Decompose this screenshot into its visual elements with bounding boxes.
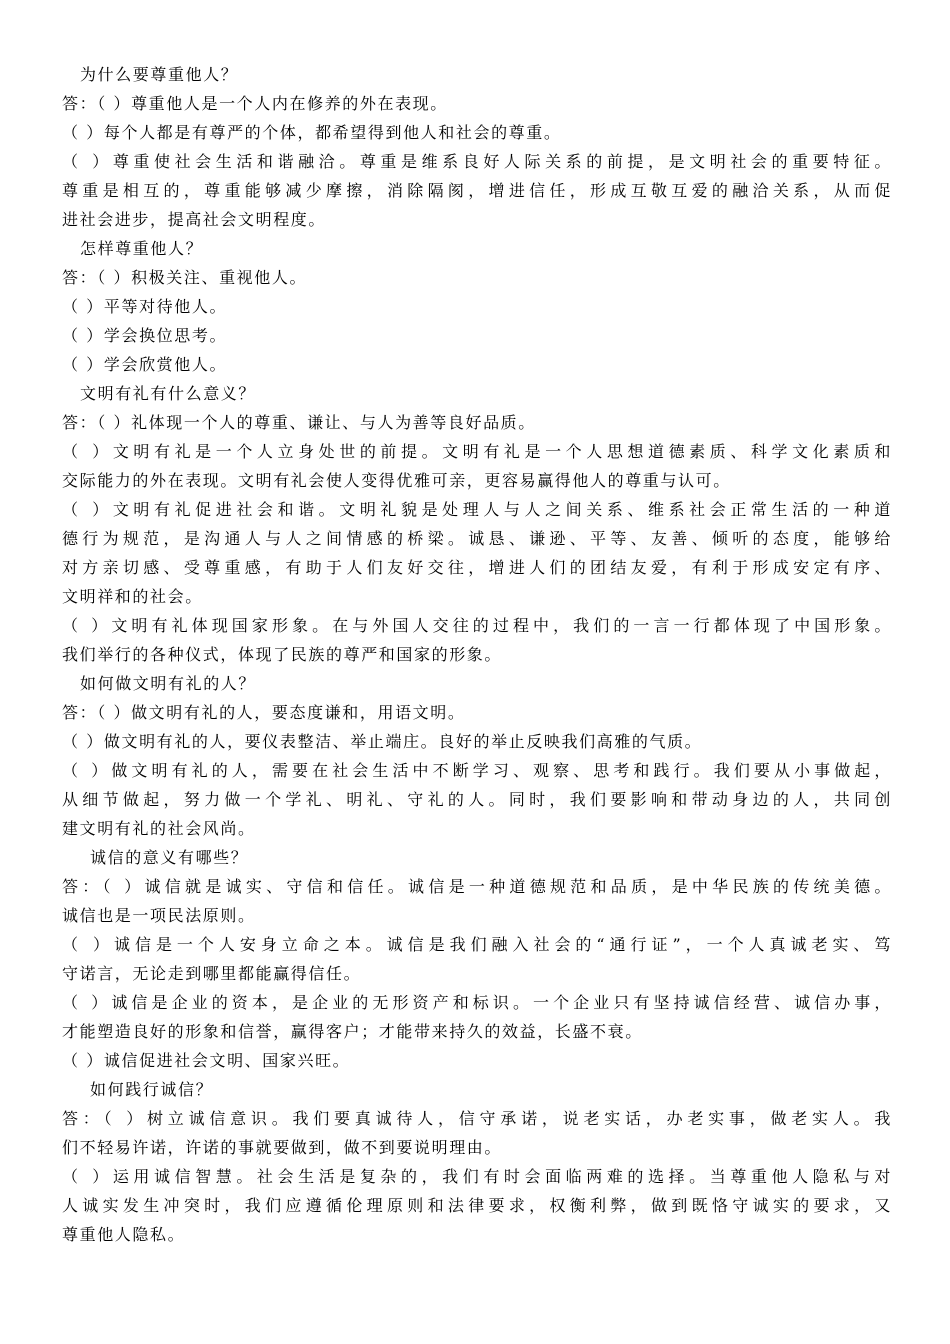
answer-line: （ ）平等对待他人。 bbox=[62, 297, 228, 316]
answer-line: （ ）做文明有礼的人，要仪表整洁、举止端庄。良好的举止反映我们高雅的气质。 bbox=[62, 732, 703, 751]
question-heading: 怎样尊重他人？ bbox=[80, 239, 204, 258]
answer-line: 们不轻易许诺，许诺的事就要做到，做不到要说明理由。 bbox=[62, 1138, 503, 1157]
question-heading: 文明有礼有什么意义？ bbox=[80, 384, 257, 403]
answer-line: （ ）文明有礼是一个人立身处世的前提。文明有礼是一个人思想道德素质、科学文化素质和 bbox=[62, 442, 892, 461]
answer-line: 尊重是相互的，尊重能够减少摩擦，消除隔阂，增进信任，形成互敬互爱的融洽关系，从而促 bbox=[62, 181, 892, 200]
answer-line: （ ）文明有礼促进社会和谐。文明礼貌是处理人与人之间关系、维系社会正常生活的一种道 bbox=[62, 500, 892, 519]
question-heading: 为什么要尊重他人？ bbox=[80, 65, 239, 84]
answer-line: （ ）运用诚信智慧。社会生活是复杂的，我们有时会面临两难的选择。当尊重他人隐私与对 bbox=[62, 1167, 892, 1186]
answer-line: 德行为规范，是沟通人与人之间情感的桥梁。诚恳、谦逊、平等、友善、倾听的态度，能够给 bbox=[62, 529, 892, 548]
answer-line: （ ）尊重使社会生活和谐融洽。尊重是维系良好人际关系的前提，是文明社会的重要特征。 bbox=[62, 152, 892, 171]
answer-line: （ ）学会换位思考。 bbox=[62, 326, 228, 345]
answer-line: 尊重他人隐私。 bbox=[62, 1225, 186, 1244]
answer-line: 答：（ ）积极关注、重视他人。 bbox=[62, 268, 308, 287]
answer-line: （ ）诚信促进社会文明、国家兴旺。 bbox=[62, 1051, 351, 1070]
answer-line: 对方亲切感、受尊重感，有助于人们友好交往，增进人们的团结友爱，有利于形成安定有序、 bbox=[62, 558, 892, 577]
question-heading: 如何践行诚信？ bbox=[90, 1080, 214, 1099]
answer-line: 答：（ ）礼体现一个人的尊重、谦让、与人为善等良好品质。 bbox=[62, 413, 536, 432]
answer-line: 交际能力的外在表现。文明有礼会使人变得优雅可亲，更容易赢得他人的尊重与认可。 bbox=[62, 471, 731, 490]
answer-line: （ ）学会欣赏他人。 bbox=[62, 355, 228, 374]
answer-line: 答：（ ）做文明有礼的人，要态度谦和，用语文明。 bbox=[62, 703, 466, 722]
answer-line: 建文明有礼的社会风尚。 bbox=[62, 819, 256, 838]
answer-line: （ ）做文明有礼的人，需要在社会生活中不断学习、观察、思考和践行。我们要从小事做起， bbox=[62, 761, 892, 780]
answer-line: 答：（ ）尊重他人是一个人内在修养的外在表现。 bbox=[62, 94, 448, 113]
answer-line: 进社会进步，提高社会文明程度。 bbox=[62, 210, 327, 229]
document-page bbox=[62, 60, 892, 1249]
answer-line: 人诚实发生冲突时，我们应遵循伦理原则和法律要求，权衡利弊，做到既恪守诚实的要求，又 bbox=[62, 1196, 892, 1215]
question-heading: 如何做文明有礼的人？ bbox=[80, 674, 257, 693]
answer-line: 答：（ ）诚信就是诚实、守信和信任。诚信是一种道德规范和品质，是中华民族的传统美德。 bbox=[62, 877, 892, 896]
answer-line: 文明祥和的社会。 bbox=[62, 587, 203, 606]
answer-line: 守诺言，无论走到哪里都能赢得信任。 bbox=[62, 964, 362, 983]
answer-line: 答：（ ）树立诚信意识。我们要真诚待人，信守承诺，说老实话，办老实事，做老实人。我 bbox=[62, 1109, 892, 1128]
answer-line: 从细节做起，努力做一个学礼、明礼、守礼的人。同时，我们要影响和带动身边的人，共同创 bbox=[62, 790, 892, 809]
answer-line: （ ）文明有礼体现国家形象。在与外国人交往的过程中，我们的一言一行都体现了中国形象。 bbox=[62, 616, 892, 635]
answer-line: （ ）诚信是一个人安身立命之本。诚信是我们融入社会的“通行证”，一个人真诚老实、笃 bbox=[62, 935, 892, 954]
answer-line: （ ）每个人都是有尊严的个体，都希望得到他人和社会的尊重。 bbox=[62, 123, 562, 142]
question-heading: 诚信的意义有哪些？ bbox=[90, 848, 249, 867]
answer-line: 我们举行的各种仪式，体现了民族的尊严和国家的形象。 bbox=[62, 645, 503, 664]
answer-line: （ ）诚信是企业的资本，是企业的无形资产和标识。一个企业只有坚持诚信经营、诚信办事， bbox=[62, 993, 892, 1012]
answer-line: 诚信也是一项民法原则。 bbox=[62, 906, 256, 925]
answer-line: 才能塑造良好的形象和信誉，赢得客户；才能带来持久的效益，长盛不衰。 bbox=[62, 1022, 643, 1041]
